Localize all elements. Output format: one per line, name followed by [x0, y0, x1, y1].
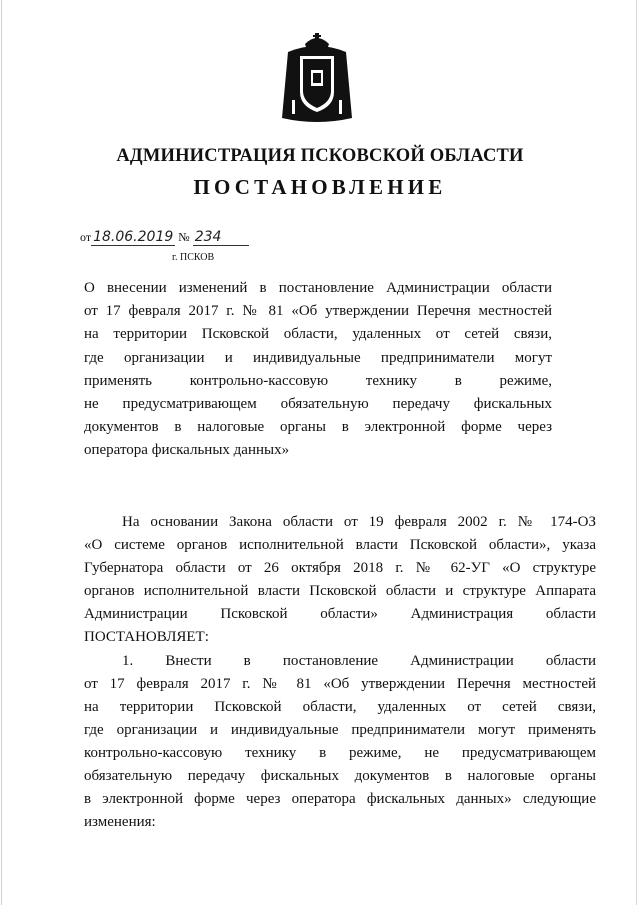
city-label: г. ПСКОВ: [172, 252, 215, 263]
scan-edge-left: [1, 0, 2, 905]
subject-line: оператора фискальных данных»: [84, 442, 290, 459]
body-line: в электронной форме через оператора фискальных данных» следующие: [84, 791, 596, 808]
body-line: изменения:: [84, 814, 156, 831]
body-line: органов исполнительной власти Псковской области и структуре Аппарата: [84, 583, 596, 600]
subject-line: от 17 февраля 2017 г. № 81 «Об утверждении Перечня местностей: [84, 303, 552, 320]
body-line: на территории Псковской области, удаленных от сетей связи,: [84, 698, 596, 715]
body-line: от 17 февраля 2017 г. № 81 «Об утверждении Перечня местностей: [84, 675, 596, 692]
body-line: Губернатора области от 26 октября 2018 г. № 62-УГ «О структуре: [84, 560, 596, 577]
document-body: [84, 511, 596, 834]
handwritten-number: 234: [194, 229, 222, 245]
organization-title: АДМИНИСТРАЦИЯ ПСКОВСКОЙ ОБЛАСТИ: [116, 146, 524, 166]
body-line: «О системе органов исполнительной власти Псковской области», указа: [84, 537, 596, 554]
date-prefix: от: [80, 230, 92, 244]
handwritten-date: 18.06.2019: [93, 229, 174, 245]
number-prefix: №: [178, 230, 190, 244]
scan-edge-right: [636, 0, 637, 905]
document-date-number: [80, 229, 249, 246]
subject-line: документов в налоговые органы в электронной форме через: [84, 419, 552, 436]
subject-line: где организации и индивидуальные предприниматели могут: [84, 349, 552, 366]
body-line: Администрации Псковской области» Администрация области: [84, 606, 596, 623]
document-subject: [84, 277, 552, 463]
subject-line: О внесении изменений в постановление Администрации области: [84, 280, 552, 296]
subject-line: применять контрольно-кассовую технику в режиме,: [84, 372, 552, 389]
body-line: обязательную передачу фискальных документов в налоговые органы: [84, 768, 596, 785]
document-type-title: ПОСТАНОВЛЕНИЕ: [193, 175, 447, 199]
subject-line: не предусматривающем обязательную передачу фискальных: [84, 396, 552, 413]
body-line: На основании Закона области от 19 февраля 2002 г. № 174-ОЗ: [122, 514, 596, 530]
resolution-word: ПОСТАНОВЛЯЕТ:: [84, 629, 209, 646]
body-line: где организации и индивидуальные предприниматели могут применять: [84, 721, 596, 738]
subject-line: на территории Псковской области, удаленных от сетей связи,: [84, 326, 552, 343]
body-line: контрольно-кассовую технику в режиме, не предусматривающем: [84, 744, 596, 761]
body-line: 1. Внести в постановление Администрации области: [122, 652, 596, 669]
coat-of-arms-emblem: [278, 30, 356, 128]
